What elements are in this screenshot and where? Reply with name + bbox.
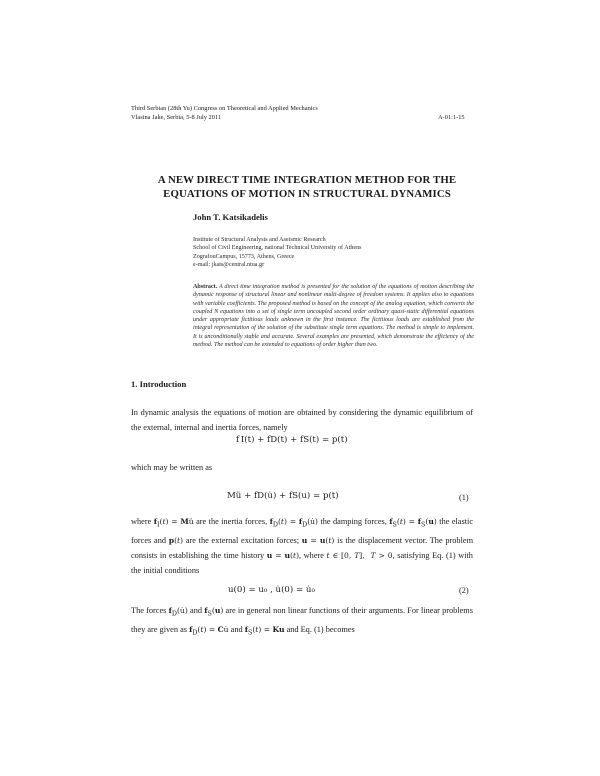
conference-venue: Vlasina Jake, Serbia, 5-8 July 2011 <box>131 114 222 121</box>
title-line-2: EQUATIONS OF MOTION IN STRUCTURAL DYNAMICS <box>163 188 451 200</box>
abstract-text: A direct time integration method is presented for the solution of the equations of motion describing the dynamic response of structural linear and nonlinear multi-degree of freedom systems. It applies also to equations with variable coefficients. The proposed method is based on the concept of the analog equation, which converts the coupled N equations into a set of single term uncoupled second order ordinary quasi-static differential equations under appropriate fictitious loads unknown in the first instance. The fictitious loads are established from the integral representation of the solution of the substitute single term equations. The method is simple to implement. It is unconditionally stable and accurate. Several examples are presented, which demonstrate the efficiency of the method. The method can be extended to equations of order higher than two. <box>193 284 474 348</box>
affiliation-line: School of Civil Engineering, national Technical University of Athens <box>193 245 362 252</box>
paragraph-2: which may be written as <box>131 463 213 472</box>
paper-title <box>132 173 482 201</box>
conference-header <box>131 104 318 122</box>
paper-code: A-01:1-15 <box>438 114 465 121</box>
paragraph-3: where $f_I(t)$ = Mü are the inertia forces, $f_D(t)$ = $f_D(u̇)$ the damping forces, $f_S(t) = f_S(u)$ the elastic forces and p(t) are the external excitation forces; u = u(t) is the displacement vector. The problem consists in establishing the time history u = u(t), where t ∈ [0, T], T > 0, satisfying Eq. (1) with the initial conditions <box>131 517 474 575</box>
abstract-label: Abstract. <box>193 284 218 290</box>
equation-text: f I(t) + fD(t) + fS(t) = p(t) <box>236 435 348 445</box>
equation-unnumbered <box>236 435 348 445</box>
title-line-1: A NEW DIRECT TIME INTEGRATION METHOD FOR THE <box>157 174 457 186</box>
conference-title: Third Serbian (28th Yu) Congress on Theoretical and Applied Mechanics <box>131 105 318 112</box>
equation-1-number: (1) <box>459 493 469 502</box>
email-line: e-mail: jkats@central.ntua.gr <box>193 262 265 269</box>
paragraph-1: In dynamic analysis the equations of motion are obtained by considering the dynamic equilibrium of the external, internal and inertia forces, namely <box>131 408 473 432</box>
affiliation-line: ZografouCampus, 15773, Athens, Greece <box>193 253 295 260</box>
equation-1: Mü + fD(u̇) + fS(u) = p(t) <box>227 491 339 501</box>
affiliation-line: Institute of Structural Analysis and Aseismic Research <box>193 237 326 243</box>
equation-2: u(0) = u₀ , u̇(0) = u̇₀ <box>228 585 315 595</box>
author-name: John T. Katsikadelis <box>193 212 268 222</box>
equation-2-number: (2) <box>459 586 469 595</box>
section-heading: 1. Introduction <box>131 379 187 389</box>
abstract <box>193 283 474 349</box>
affiliation-block <box>193 236 362 270</box>
paragraph-4: The forces $f_D(u̇)$ and $f_S(u)$ are in general non linear functions of their arguments. For linear problems they are given as $f_D(t)$ = Cu̇ and $f_S(t) = Ku$ and Eq. (1) becomes <box>131 606 473 637</box>
